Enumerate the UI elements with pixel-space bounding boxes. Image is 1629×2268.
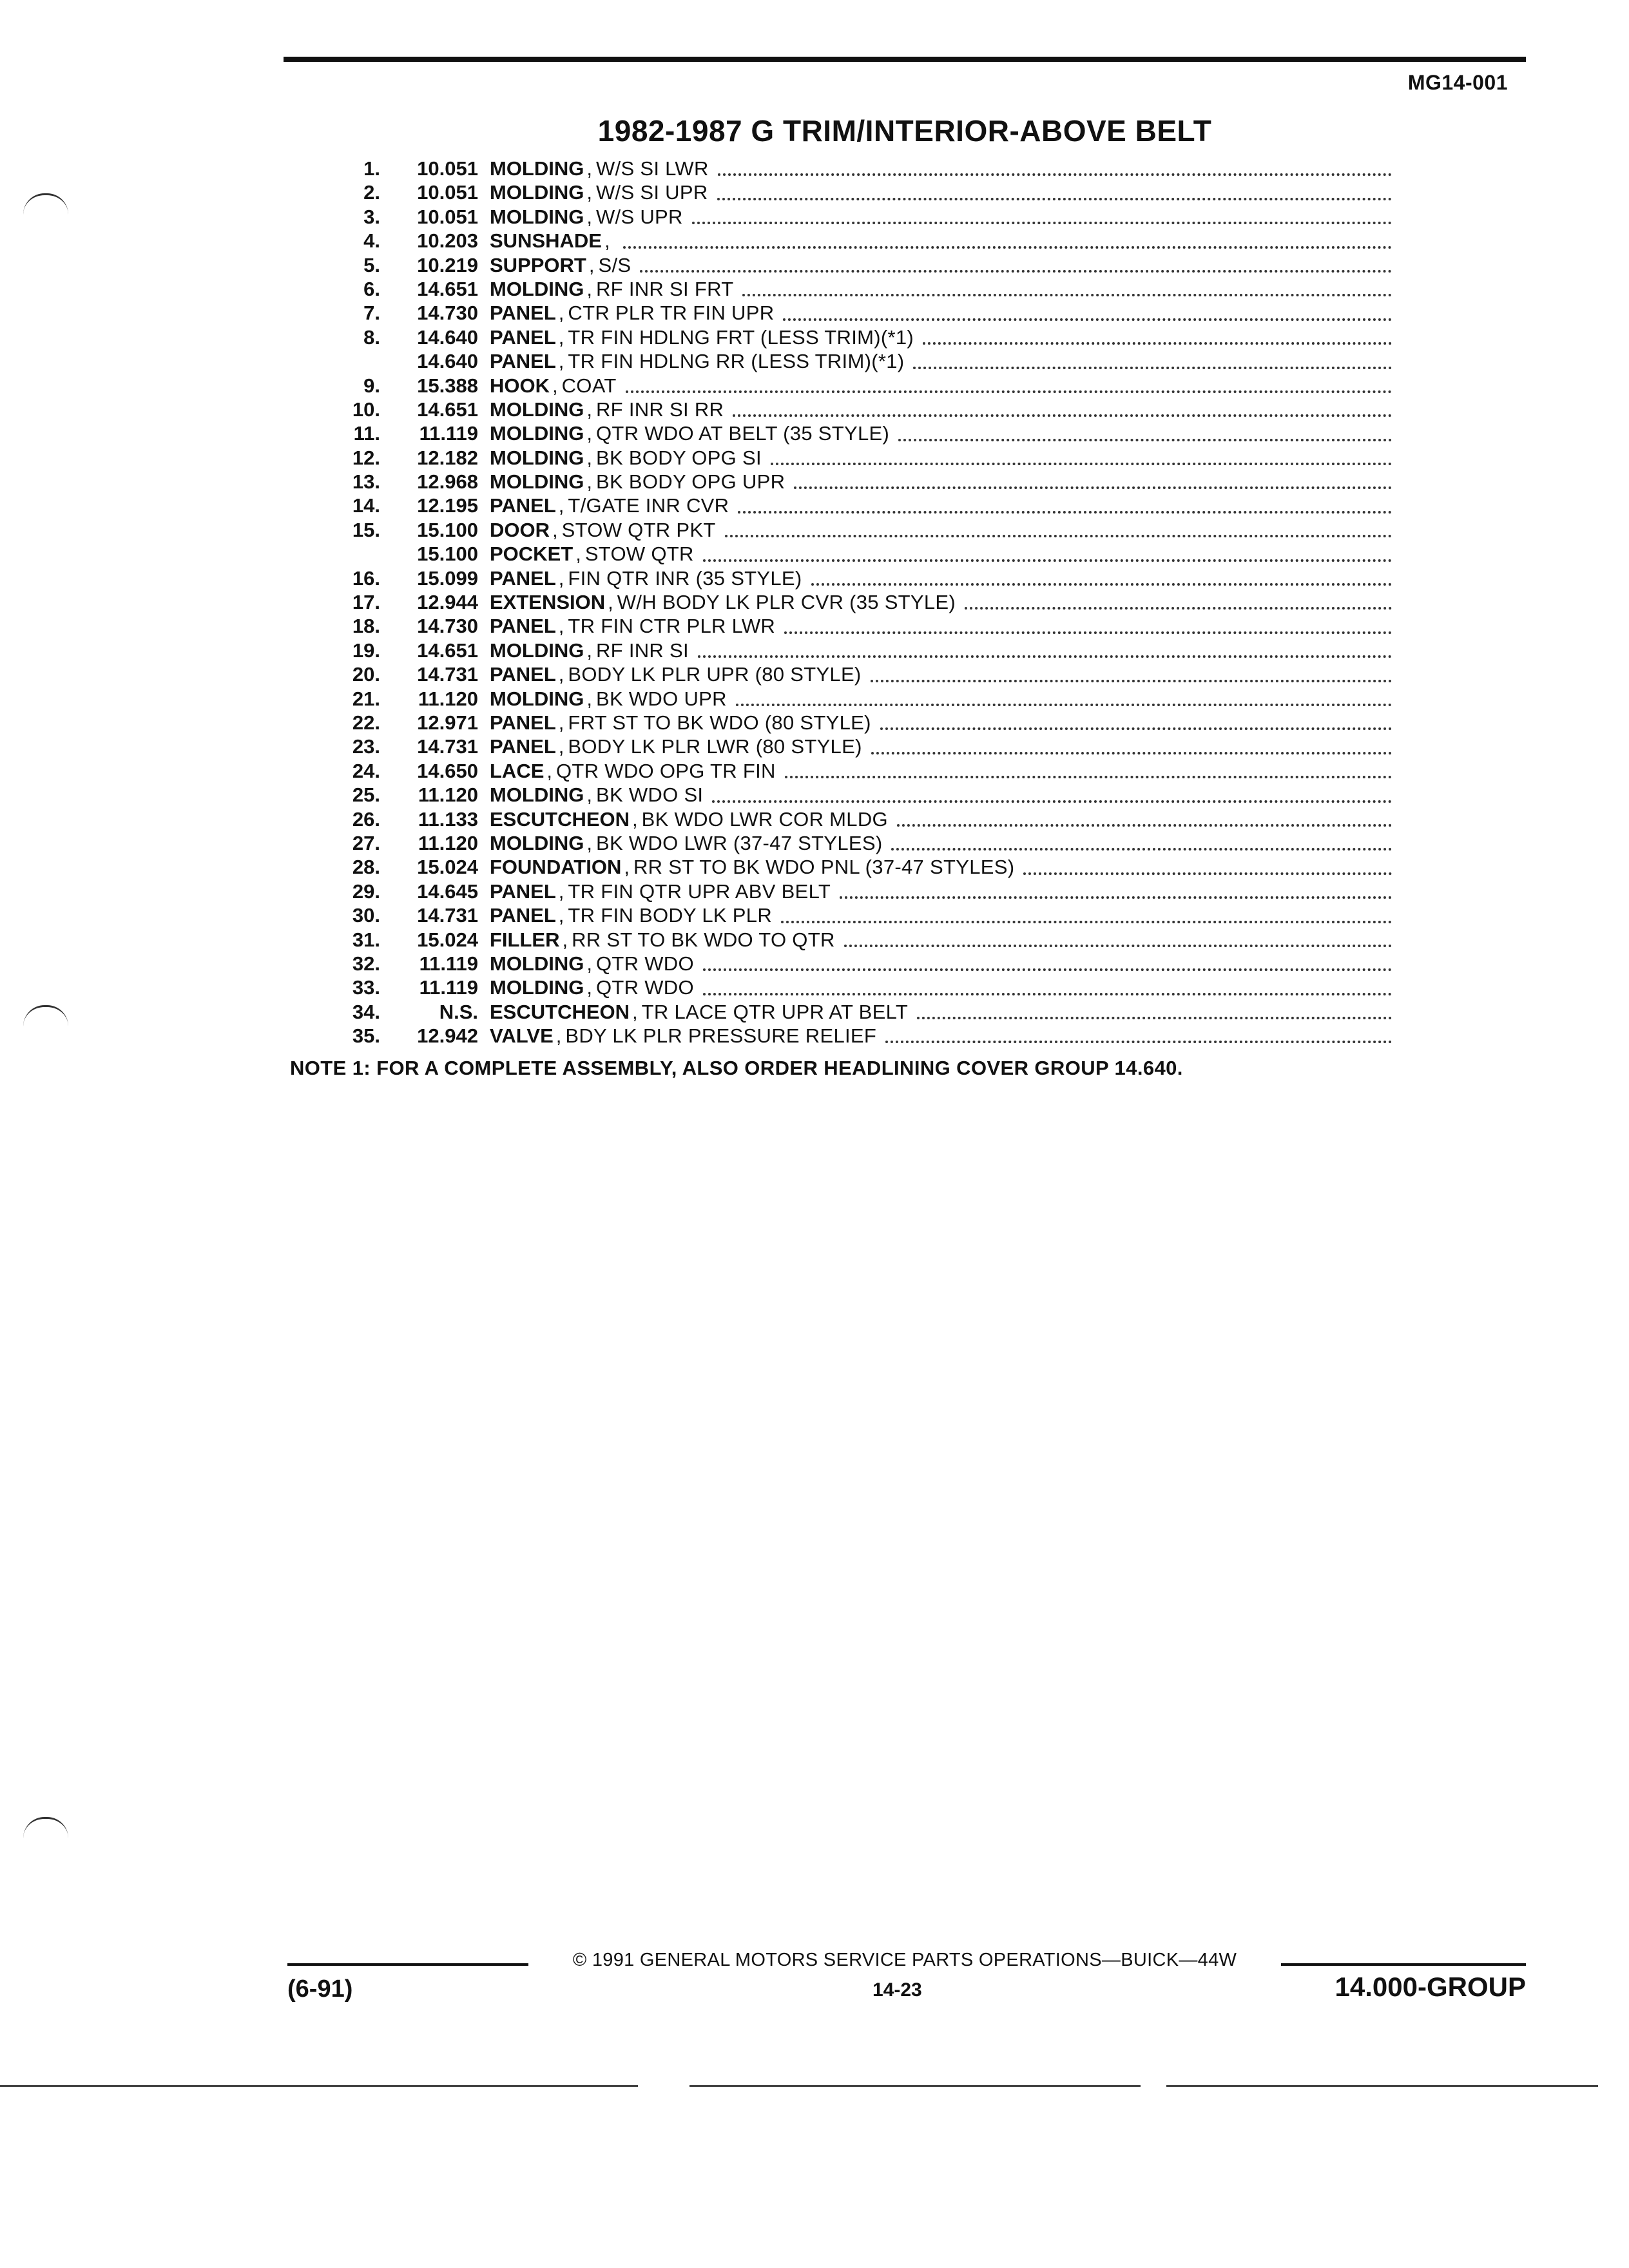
- part-row: [322, 591, 1392, 615]
- item-number: 11.: [353, 422, 380, 445]
- part-description: CTR PLR TR FIN UPR: [568, 302, 775, 325]
- part-row: [322, 229, 1392, 253]
- part-row: [322, 615, 1392, 639]
- dot-leader: [891, 848, 1392, 850]
- item-number: 19.: [352, 639, 380, 662]
- separator-comma: ,: [624, 856, 630, 879]
- dot-leader: [1023, 872, 1392, 875]
- separator-comma: ,: [558, 711, 564, 734]
- part-name: VALVE: [490, 1024, 554, 1048]
- part-description: FIN QTR INR (35 STYLE): [568, 566, 802, 590]
- item-number: 28.: [352, 856, 380, 879]
- part-description: FRT ST TO BK WDO (80 STYLE): [568, 711, 871, 734]
- group-number: 14.651: [417, 277, 478, 300]
- group-number: 15.100: [417, 543, 478, 566]
- group-number: 14.730: [417, 615, 478, 638]
- separator-comma: ,: [586, 470, 592, 494]
- part-name: EXTENSION: [490, 591, 606, 614]
- group-number: 11.120: [418, 831, 478, 854]
- part-description: BK BODY OPG UPR: [596, 470, 786, 494]
- group-number: 12.182: [417, 446, 478, 469]
- part-row: [322, 254, 1392, 278]
- part-description: BODY LK PLR LWR (80 STYLE): [568, 735, 862, 758]
- dot-leader: [783, 318, 1392, 321]
- separator-comma: ,: [546, 759, 553, 782]
- part-row: [322, 302, 1392, 325]
- part-name: MOLDING: [490, 976, 584, 999]
- part-row: [322, 470, 1392, 494]
- part-row: [322, 494, 1392, 518]
- part-name: ESCUTCHEON: [490, 1000, 630, 1023]
- parts-list: [322, 157, 1392, 1048]
- separator-comma: ,: [586, 277, 592, 300]
- dot-leader: [923, 342, 1392, 345]
- part-description: BK WDO SI: [596, 783, 704, 807]
- part-name: MOLDING: [490, 277, 584, 300]
- part-description: BODY LK PLR UPR (80 STYLE): [568, 663, 862, 686]
- part-description: S/S: [598, 253, 631, 276]
- footer-rule-left: [287, 1963, 528, 1966]
- group-number: 11.120: [418, 687, 478, 710]
- separator-comma: ,: [575, 543, 581, 566]
- separator-comma: ,: [558, 566, 564, 590]
- item-number: 1.: [363, 157, 380, 180]
- dot-leader: [913, 367, 1392, 369]
- separator-comma: ,: [586, 422, 592, 445]
- part-row: [322, 422, 1392, 446]
- part-description: TR FIN HDLNG FRT (LESS TRIM)(*1): [568, 325, 914, 349]
- part-description: W/S SI LWR: [596, 157, 709, 180]
- part-name: FILLER: [490, 928, 560, 951]
- item-number: 16.: [352, 566, 380, 590]
- part-row: [322, 735, 1392, 759]
- separator-comma: ,: [552, 518, 558, 541]
- item-number: 14.: [352, 494, 380, 517]
- part-row: [322, 808, 1392, 832]
- part-description: RF INR SI: [596, 639, 689, 662]
- separator-comma: ,: [558, 663, 564, 686]
- item-number: 22.: [352, 711, 380, 734]
- group-number: 15.024: [417, 928, 478, 951]
- dot-leader: [771, 463, 1392, 465]
- dot-leader: [917, 1017, 1392, 1019]
- part-row: [322, 976, 1392, 1000]
- part-description: BDY LK PLR PRESSURE RELIEF: [565, 1024, 877, 1048]
- separator-comma: ,: [586, 446, 592, 469]
- separator-comma: ,: [558, 325, 564, 349]
- part-description: RF INR SI FRT: [596, 277, 734, 300]
- part-row: [322, 856, 1392, 879]
- part-description: RR ST TO BK WDO PNL (37-47 STYLES): [633, 856, 1015, 879]
- dot-leader: [784, 631, 1392, 634]
- item-number: 34.: [352, 1000, 380, 1023]
- part-row: [322, 447, 1392, 470]
- part-row: [322, 760, 1392, 783]
- part-row: [322, 543, 1392, 566]
- separator-comma: ,: [632, 807, 638, 831]
- dot-leader: [871, 680, 1392, 682]
- part-description: W/S SI UPR: [596, 181, 708, 204]
- group-number: 14.640: [417, 325, 478, 349]
- item-number: 3.: [363, 205, 380, 228]
- item-number: 12.: [352, 446, 380, 469]
- group-number: 14.731: [417, 735, 478, 758]
- page-title: 1982-1987 G TRIM/INTERIOR-ABOVE BELT: [597, 114, 1212, 148]
- part-name: MOLDING: [490, 639, 584, 662]
- part-row: [322, 157, 1392, 181]
- dot-leader: [898, 439, 1392, 441]
- group-number: 14.640: [417, 350, 478, 373]
- dot-leader: [703, 968, 1392, 971]
- part-row: [322, 181, 1392, 205]
- separator-comma: ,: [586, 205, 592, 228]
- part-name: PANEL: [490, 302, 556, 325]
- dot-leader: [692, 222, 1392, 224]
- part-row: [322, 1024, 1392, 1048]
- dot-leader: [811, 583, 1392, 586]
- part-name: PANEL: [490, 350, 556, 373]
- group-number: 14.651: [417, 639, 478, 662]
- part-row: [322, 711, 1392, 735]
- separator-comma: ,: [558, 350, 564, 373]
- part-row: [322, 783, 1392, 807]
- part-name: PANEL: [490, 711, 556, 734]
- item-number: 2.: [363, 181, 380, 204]
- dot-leader: [717, 198, 1392, 200]
- part-name: PANEL: [490, 735, 556, 758]
- item-number: 21.: [352, 687, 380, 710]
- separator-comma: ,: [586, 398, 592, 421]
- group-number: 12.944: [417, 591, 478, 614]
- group-number: 10.051: [417, 181, 478, 204]
- group-number: 14.650: [417, 759, 478, 782]
- dot-leader: [736, 704, 1392, 706]
- item-number: 13.: [352, 470, 380, 494]
- part-name: PANEL: [490, 904, 556, 927]
- dot-leader: [885, 1041, 1392, 1043]
- part-row: [322, 326, 1392, 350]
- dot-leader: [871, 752, 1392, 754]
- part-name: SUPPORT: [490, 253, 586, 276]
- part-row: [322, 832, 1392, 856]
- revision-date: (6-91): [287, 1975, 353, 2003]
- part-row: [322, 519, 1392, 543]
- part-description: TR FIN HDLNG RR (LESS TRIM)(*1): [568, 350, 905, 373]
- binding-hole-mark: [23, 1817, 68, 1838]
- part-name: MOLDING: [490, 783, 584, 807]
- part-row: [322, 880, 1392, 904]
- group-number: 11.120: [418, 783, 478, 807]
- dot-leader: [965, 607, 1392, 610]
- part-description: QTR WDO: [596, 976, 694, 999]
- part-description: RR ST TO BK WDO TO QTR: [572, 928, 835, 951]
- part-name: POCKET: [490, 543, 574, 566]
- separator-comma: ,: [586, 157, 592, 180]
- part-description: RF INR SI RR: [596, 398, 724, 421]
- group-number: 15.100: [417, 518, 478, 541]
- dot-leader: [742, 294, 1392, 296]
- separator-comma: ,: [586, 831, 592, 854]
- part-row: [322, 687, 1392, 711]
- part-description: QTR WDO AT BELT (35 STYLE): [596, 422, 890, 445]
- separator-comma: ,: [552, 374, 558, 397]
- copyright-notice: © 1991 GENERAL MOTORS SERVICE PARTS OPERATIONS—BUICK—44W: [572, 1950, 1237, 1970]
- item-number: 24.: [352, 759, 380, 782]
- item-number: 10.: [352, 398, 380, 421]
- scan-artifact-line: [1166, 2085, 1598, 2087]
- group-number: 11.119: [419, 422, 478, 445]
- item-number: 26.: [352, 807, 380, 831]
- part-description: W/S UPR: [596, 205, 683, 228]
- separator-comma: ,: [586, 783, 592, 807]
- item-number: 9.: [363, 374, 380, 397]
- group-number: 15.024: [417, 856, 478, 879]
- binding-hole-mark: [23, 1005, 68, 1026]
- part-description: TR FIN BODY LK PLR: [568, 904, 773, 927]
- part-row: [322, 206, 1392, 229]
- dot-leader: [626, 390, 1392, 393]
- item-number: 23.: [352, 735, 380, 758]
- dot-leader: [897, 824, 1392, 827]
- dot-leader: [725, 535, 1392, 537]
- item-number: 20.: [352, 663, 380, 686]
- dot-leader: [880, 727, 1392, 730]
- assembly-note: NOTE 1: FOR A COMPLETE ASSEMBLY, ALSO ORDER HEADLINING COVER GROUP 14.640.: [290, 1057, 1183, 1079]
- item-number: 6.: [363, 277, 380, 300]
- separator-comma: ,: [586, 976, 592, 999]
- part-name: HOOK: [490, 374, 550, 397]
- part-description: STOW QTR: [584, 543, 694, 566]
- separator-comma: ,: [632, 1000, 638, 1023]
- part-row: [322, 1001, 1392, 1024]
- dot-leader: [640, 270, 1392, 273]
- group-number: 12.968: [417, 470, 478, 494]
- item-number: 27.: [352, 831, 380, 854]
- separator-comma: ,: [604, 229, 610, 253]
- dot-leader: [623, 246, 1392, 249]
- dot-leader: [785, 776, 1392, 778]
- part-description: TR LACE QTR UPR AT BELT: [641, 1000, 909, 1023]
- part-description: TR FIN QTR UPR ABV BELT: [568, 879, 831, 903]
- group-number: 14.731: [417, 663, 478, 686]
- part-row: [322, 398, 1392, 422]
- scan-artifact-line: [0, 2085, 638, 2087]
- part-name: PANEL: [490, 615, 556, 638]
- part-row: [322, 639, 1392, 663]
- part-row: [322, 952, 1392, 976]
- group-code: 14.000-GROUP: [1335, 1972, 1526, 2002]
- part-description: QTR WDO: [596, 952, 694, 975]
- item-number: 15.: [352, 518, 380, 541]
- separator-comma: ,: [558, 879, 564, 903]
- part-name: MOLDING: [490, 470, 584, 494]
- item-number: 30.: [352, 904, 380, 927]
- separator-comma: ,: [586, 952, 592, 975]
- item-number: 5.: [363, 253, 380, 276]
- page-number: 14-23: [872, 1979, 922, 2001]
- group-number: 10.219: [417, 253, 478, 276]
- group-number: 14.731: [417, 904, 478, 927]
- dot-leader: [794, 486, 1392, 489]
- part-name: MOLDING: [490, 205, 584, 228]
- dot-leader: [738, 511, 1392, 514]
- item-number: 29.: [352, 879, 380, 903]
- part-name: ESCUTCHEON: [490, 807, 630, 831]
- binding-hole-mark: [23, 193, 68, 215]
- scan-artifact-line: [689, 2085, 1141, 2087]
- part-row: [322, 904, 1392, 928]
- group-number: 11.119: [419, 952, 478, 975]
- separator-comma: ,: [558, 302, 564, 325]
- item-number: 17.: [352, 591, 380, 614]
- part-row: [322, 374, 1392, 398]
- group-number: 10.051: [417, 157, 478, 180]
- part-description: STOW QTR PKT: [561, 518, 716, 541]
- item-number: 7.: [363, 302, 380, 325]
- part-name: LACE: [490, 759, 545, 782]
- group-number: 11.133: [418, 807, 478, 831]
- dot-leader: [781, 921, 1392, 923]
- top-rule: [284, 57, 1526, 62]
- dot-leader: [840, 896, 1392, 899]
- part-name: MOLDING: [490, 952, 584, 975]
- part-row: [322, 663, 1392, 687]
- group-number: 15.388: [417, 374, 478, 397]
- part-name: PANEL: [490, 566, 556, 590]
- group-number: 14.651: [417, 398, 478, 421]
- part-name: PANEL: [490, 325, 556, 349]
- part-row: [322, 928, 1392, 952]
- item-number: 33.: [352, 976, 380, 999]
- part-name: MOLDING: [490, 422, 584, 445]
- part-name: MOLDING: [490, 157, 584, 180]
- separator-comma: ,: [558, 615, 564, 638]
- separator-comma: ,: [555, 1024, 562, 1048]
- group-number: 12.971: [417, 711, 478, 734]
- separator-comma: ,: [608, 591, 613, 614]
- item-number: 35.: [352, 1024, 380, 1048]
- separator-comma: ,: [558, 494, 564, 517]
- part-name: MOLDING: [490, 831, 584, 854]
- item-number: 31.: [352, 928, 380, 951]
- item-number: 4.: [363, 229, 380, 253]
- separator-comma: ,: [586, 181, 592, 204]
- dot-leader: [698, 655, 1392, 658]
- group-number: 15.099: [417, 566, 478, 590]
- part-description: TR FIN CTR PLR LWR: [568, 615, 776, 638]
- part-name: DOOR: [490, 518, 550, 541]
- document-code: MG14-001: [1407, 71, 1508, 94]
- separator-comma: ,: [586, 687, 592, 710]
- part-name: MOLDING: [490, 398, 584, 421]
- footer-rule-right: [1281, 1963, 1526, 1966]
- separator-comma: ,: [562, 928, 568, 951]
- item-number: 18.: [352, 615, 380, 638]
- dot-leader: [844, 945, 1392, 947]
- part-name: MOLDING: [490, 446, 584, 469]
- separator-comma: ,: [588, 253, 595, 276]
- separator-comma: ,: [586, 639, 592, 662]
- group-number: 14.645: [417, 879, 478, 903]
- part-description: COAT: [561, 374, 617, 397]
- group-number: 12.942: [417, 1024, 478, 1048]
- part-description: BK WDO LWR (37-47 STYLES): [596, 831, 883, 854]
- part-name: PANEL: [490, 879, 556, 903]
- separator-comma: ,: [558, 904, 564, 927]
- part-name: PANEL: [490, 663, 556, 686]
- group-number: 12.195: [417, 494, 478, 517]
- group-number: N.S.: [439, 1000, 478, 1023]
- dot-leader: [718, 173, 1392, 176]
- part-description: BK WDO LWR COR MLDG: [641, 807, 888, 831]
- part-description: W/H BODY LK PLR CVR (35 STYLE): [617, 591, 956, 614]
- part-row: [322, 350, 1392, 374]
- item-number: 25.: [352, 783, 380, 807]
- part-name: SUNSHADE: [490, 229, 602, 253]
- part-description: T/GATE INR CVR: [568, 494, 729, 517]
- part-name: PANEL: [490, 494, 556, 517]
- group-number: 10.051: [417, 205, 478, 228]
- dot-leader: [703, 993, 1392, 995]
- group-number: 11.119: [419, 976, 478, 999]
- group-number: 10.203: [417, 229, 478, 253]
- dot-leader: [733, 414, 1392, 417]
- item-number: 32.: [352, 952, 380, 975]
- part-description: QTR WDO OPG TR FIN: [556, 759, 776, 782]
- part-name: FOUNDATION: [490, 856, 622, 879]
- part-row: [322, 567, 1392, 591]
- part-description: BK WDO UPR: [596, 687, 727, 710]
- part-row: [322, 278, 1392, 302]
- separator-comma: ,: [558, 735, 564, 758]
- group-number: 14.730: [417, 302, 478, 325]
- part-name: MOLDING: [490, 687, 584, 710]
- part-name: MOLDING: [490, 181, 584, 204]
- item-number: 8.: [363, 325, 380, 349]
- dot-leader: [703, 559, 1392, 562]
- dot-leader: [712, 800, 1392, 803]
- part-description: BK BODY OPG SI: [596, 446, 762, 469]
